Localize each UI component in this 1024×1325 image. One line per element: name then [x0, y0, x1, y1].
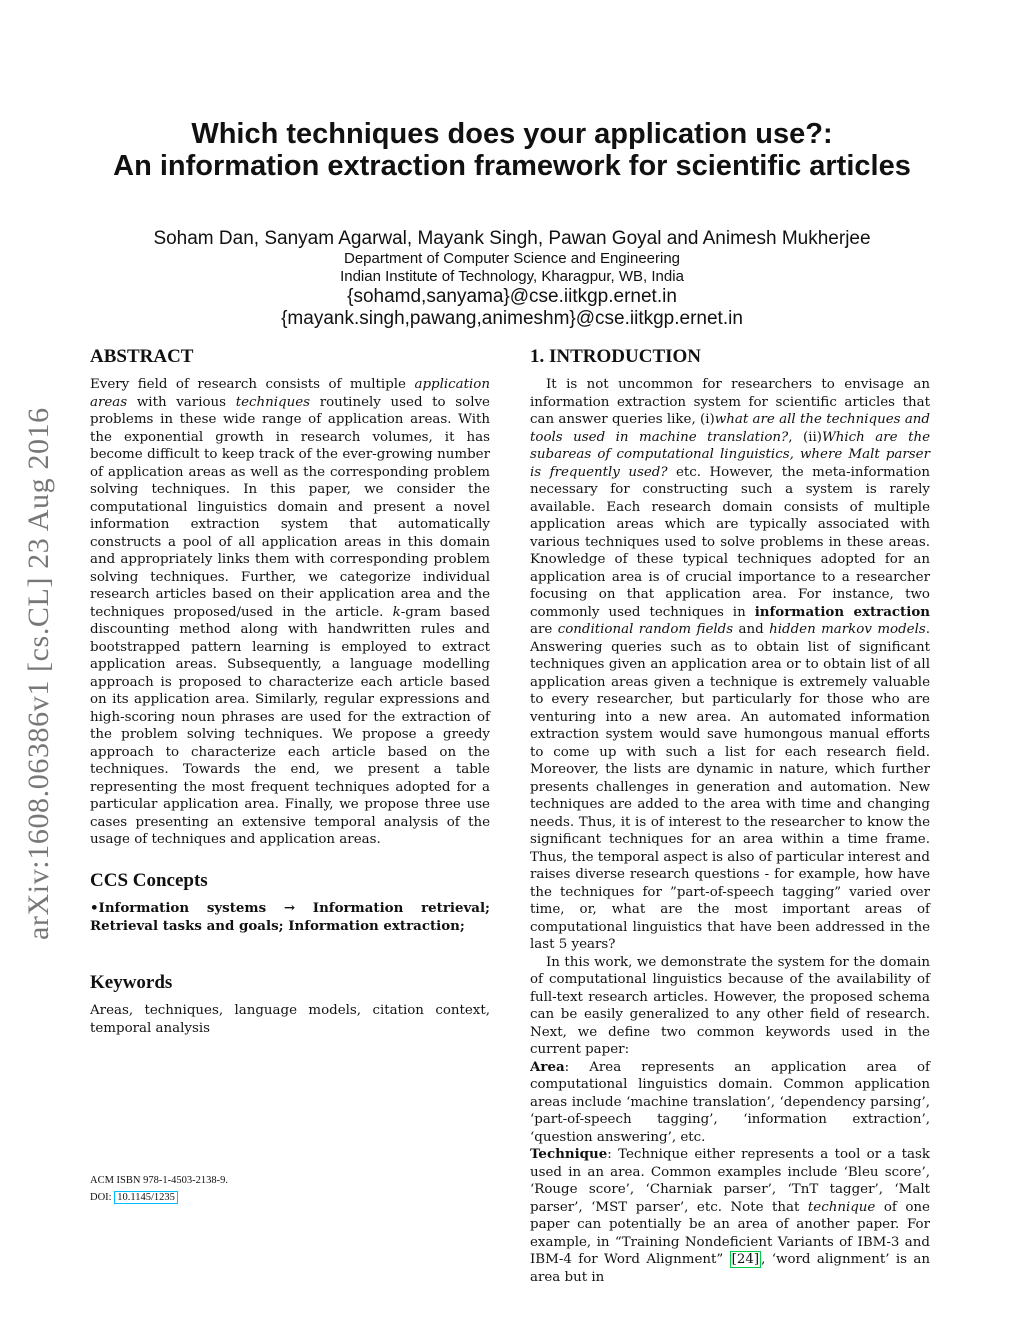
footer [90, 1172, 228, 1206]
technique-definition: Technique: Technique either represents a tool or a task used in an area. Common examples include ‘Bleu score’, ‘Rouge score’, ‘Charniak parser’, ‘TnT tagger’, ‘Malt parser’, ‘MST parser’, etc. Note that technique of one paper can potentially be an area of another paper. For example, in “Training Nondeficient Variants of IBM-3 and IBM-4 for Word Alignment” [24] , ‘word alignment’ is an area but in [530, 1146, 930, 1285]
isbn: ACM ISBN 978-1-4503-2138-9. [90, 1175, 228, 1186]
area-definition: Area: Area represents an application area of computational linguistics domain. Common application areas include ‘machine translation’, ‘dependency parsing’, ‘part-of-speech tagging’, ‘information extraction’, ‘question answering’, etc. [530, 1058, 930, 1145]
intro-paragraph-1: It is not uncommon for researchers to envisage an information extraction system for scientific articles that can answer queries like, (i)what are all the techniques and tools used in machine translation?, (ii)Which are the subareas of computational linguistics, where Malt parser is frequently used? etc. However, the meta-information necessary for constructing such a system is rarely available. Each research domain consists of multiple application areas which are typically associated with various techniques used to solve problems in these areas. Knowledge of these typical techniques adopted for an application area is of crucial importance to a researcher focusing on that application area. For instance, two commonly used techniques in information extraction are conditional random fields and hidden markov models. Answering queries such as to obtain list of significant techniques given an application area or to obtain list of all application areas given a technique is extremely valuable to every researcher, but particularly for those who are venturing into a new area. An automated information extraction system would save humongous manual efforts to come up with such a list for each research field. Moreover, the lists are dynamic in nature, which further presents challenges in generation and automation. New techniques are added to the area with time and changing needs. Thus, it is of interest to the researcher to know the significant techniques for an area within a time frame. Thus, the temporal aspect is also of particular interest and raises diverse research questions - for example, how have the techniques for ”part-of-speech tagging” varied over time, or, what are the most important areas of computational linguistics that have been addressed in the last 5 years? [530, 377, 931, 952]
introduction-section [530, 346, 930, 1286]
abstract-heading: ABSTRACT [90, 346, 194, 367]
abstract-section [90, 346, 490, 849]
institute: Indian Institute of Technology, Kharagpur, WB, India [340, 268, 684, 285]
ccs-heading: CCS Concepts [90, 870, 208, 891]
citation-link[interactable]: [24] [731, 1252, 760, 1267]
author-names: Soham Dan, Sanyam Agarwal, Mayank Singh, Pawan Goyal and Animesh Mukherjee [153, 228, 871, 249]
keywords-heading: Keywords [90, 972, 173, 993]
department: Department of Computer Science and Engineering [343, 250, 681, 267]
paper-title [0, 118, 1024, 182]
arxiv-stamp: arXiv:1608.06386v1 [cs.CL] 23 Aug 2016 [22, 407, 55, 940]
author-block [0, 228, 1024, 330]
keywords-text: Areas, techniques, language models, citation context, temporal analysis [90, 1003, 490, 1036]
introduction-heading: 1. INTRODUCTION [530, 346, 702, 367]
title-line-1: Which techniques does your application use?: [191, 118, 833, 150]
doi-line: DOI: 10.1145/1235 [90, 1189, 228, 1206]
abstract-text: Every field of research consists of multiple application areas with various techniques routinely used to solve problems in these wide range of application areas. With the exponential growth in research volumes, it has become difficult to keep track of the ever-growing number of application areas as well as the corresponding problem solving techniques. In this paper, we consider the computational linguistics domain and present a novel information extraction system that automatically constructs a pool of all application areas in this domain and appropriately links them with corresponding problem solving techniques. Further, we categorize individual research articles based on their application area and the techniques proposed/used in the article. k-gram based discounting method along with handwritten rules and bootstrapped pattern learning is employed to extract application areas. Subsequently, a language modelling approach is proposed to characterize each article based on its application area. Similarly, regular expressions and high-scoring noun phrases are used for the extraction of the problem solving techniques. We propose a greedy approach to characterize each article based on the techniques. Towards the end, we present a table representing the most frequent techniques adopted for a particular application area. Finally, we propose three use cases presenting an extensive temporal analysis of the usage of techniques and application areas. [90, 377, 491, 847]
ccs-text: •Information systems → Information retrieval; Retrieval tasks and goals; Information extraction; [90, 900, 490, 934]
email-2: {mayank.singh,pawang,animeshm}@cse.iitkgp.ernet.in [281, 308, 743, 329]
keywords-section [90, 972, 490, 1037]
intro-paragraph-2: In this work, we demonstrate the system for the domain of computational linguistics because of the availability of full-text research articles. However, the proposed schema can be easily generalized to any other field of research. Next, we define two common keywords used in the current paper: [530, 954, 930, 1057]
title-line-2: An information extraction framework for scientific articles [113, 150, 911, 182]
ccs-section [90, 870, 490, 935]
doi-link[interactable]: 10.1145/1235 [114, 1191, 178, 1204]
email-1: {sohamd,sanyama}@cse.iitkgp.ernet.in [347, 286, 677, 307]
